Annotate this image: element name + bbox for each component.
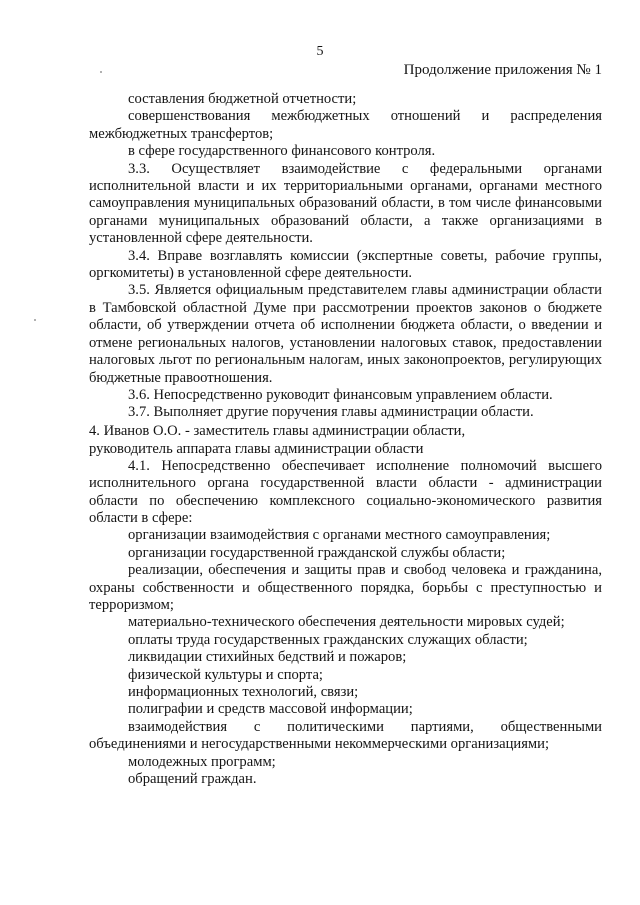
list-item: ликвидации стихийных бедствий и пожаров; — [128, 649, 407, 666]
paragraph: 3.6. Непосредственно руководит финансовым управлением области. — [128, 386, 553, 403]
list-item: оплаты труда государственных гражданских служащих области; — [128, 631, 528, 648]
page-number: 5 — [316, 44, 324, 59]
list-item: материально-технического обеспечения деятельности мировых судей; — [128, 614, 565, 631]
list-item: информационных технологий, связи; — [128, 684, 359, 700]
section-heading-line: 4. Иванов О.О. - заместитель главы администрации области, — [89, 422, 466, 439]
paragraph: 3.7. Выполняет другие поручения главы администрации области. — [128, 404, 534, 421]
paragraph: в сфере государственного финансового контроля. — [128, 143, 436, 160]
paragraph: 3.3. Осуществляет взаимодействие с федеральными органами исполнительной власти и их территориальными органами, органами местного самоуправления муниципальных образований области, в том числе финансовыми органами муниципальных образований области, а также организациями в установленной сфере деятельности. — [89, 160, 602, 247]
document-body — [89, 91, 602, 788]
list-item: физической культуры и спорта; — [128, 666, 323, 683]
list-item: обращений граждан. — [128, 771, 257, 788]
section-heading-line: руководитель аппарата главы администрации области — [89, 440, 424, 457]
list-item: организации государственной гражданской службы области; — [128, 544, 506, 561]
list-item: полиграфии и средств массовой информации; — [128, 701, 413, 718]
paragraph: 3.4. Вправе возглавлять комиссии (экспертные советы, рабочие группы, оргкомитеты) в установленной сфере деятельности. — [89, 247, 602, 282]
appendix-continuation-label: Продолжение приложения № 1 — [403, 62, 602, 78]
paragraph: 4.1. Непосредственно обеспечивает исполнение полномочий высшего исполнительного органа государственной власти области - администрации области по обеспечению комплексного социально-экономического развития области в сфере: — [89, 457, 602, 526]
scan-speck — [100, 71, 102, 73]
paragraph: 3.5. Является официальным представителем главы администрации области в Тамбовской областной Думе при рассмотрении проектов законов о бюджете области, об утверждении отчета об исполнении бюджета области, о введении и отмене региональных налогов, установлении налоговых ставок, предоставлении налоговых льгот по региональным налогам, иных законопроектов, регулирующих бюджетные правоотношения. — [89, 282, 602, 386]
list-item: молодежных программ; — [128, 753, 276, 770]
list-item: реализации, обеспечения и защиты прав и свобод человека и гражданина, охраны собственности и общественного порядка, борьбы с преступностью и терроризмом; — [89, 562, 602, 613]
paragraph: составления бюджетной отчетности; — [128, 91, 357, 107]
paragraph: совершенствования межбюджетных отношений и распределения межбюджетных трансфертов; — [89, 108, 602, 142]
list-item: организации взаимодействия с органами местного самоуправления; — [128, 527, 551, 544]
section-heading — [89, 422, 602, 458]
list-item: взаимодействия с политическими партиями, общественными объединениями и негосударственными некоммерческими организациями; — [89, 718, 602, 753]
scan-speck — [34, 319, 36, 321]
